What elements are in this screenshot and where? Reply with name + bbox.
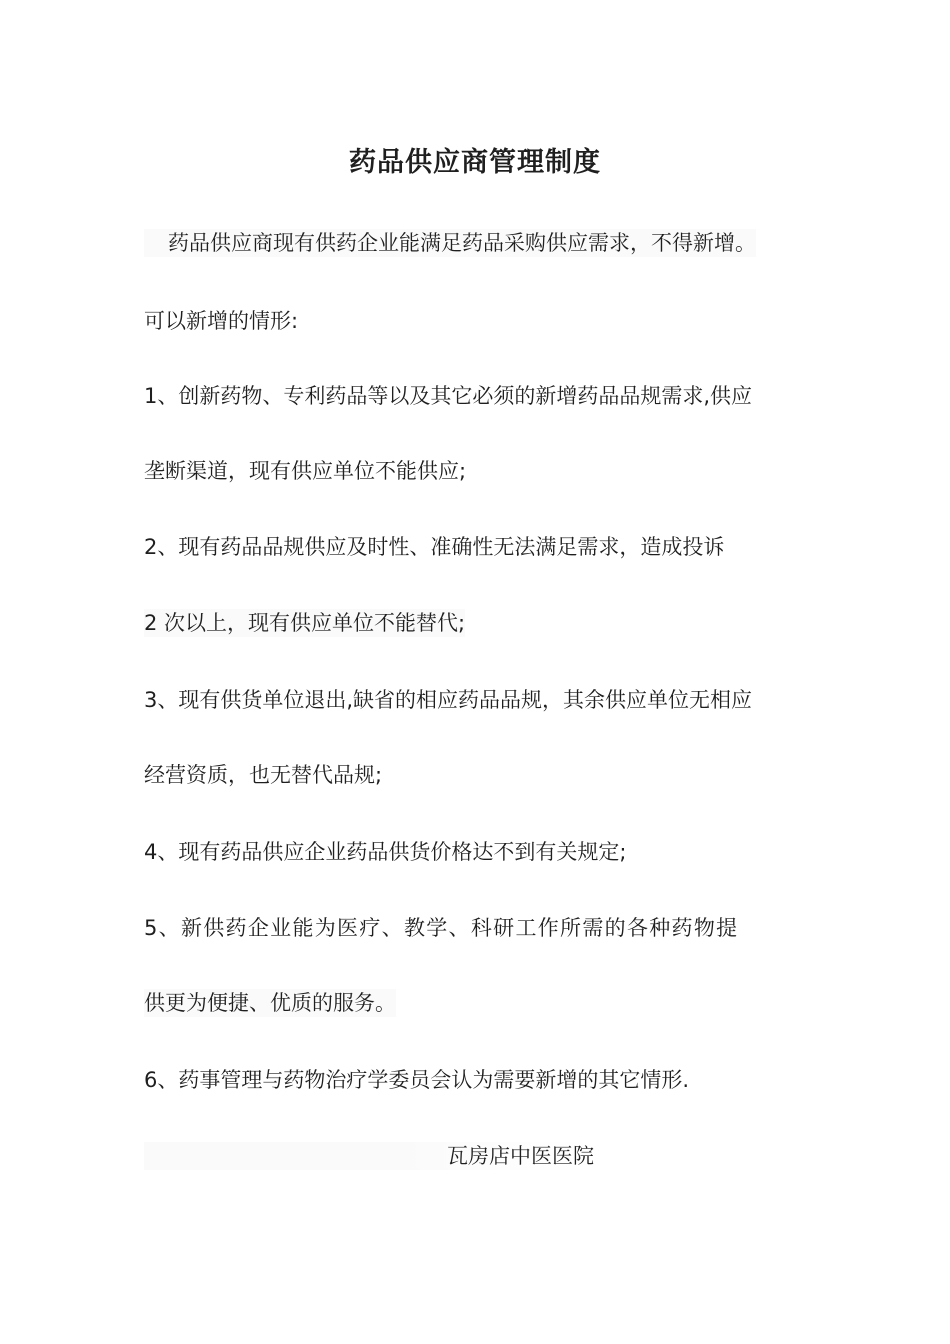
clause-line: 供更为便捷、优质的服务。 [144,991,396,1015]
subheading: 可以新增的情形: [144,309,299,333]
clause-line: 2、现有药品品规供应及时性、准确性无法满足需求，造成投诉 [144,535,725,559]
clause-line: 垄断渠道，现有供应单位不能供应; [144,459,467,483]
clause-line: 1、创新药物、专利药品等以及其它必须的新增药品品规需求,供应 [144,384,753,408]
intro-paragraph: 药品供应商现有供药企业能满足药品采购供应需求，不得新增。 [144,229,756,257]
clause-line: 6、药事管理与药物治疗学委员会认为需要新增的其它情形. [144,1068,690,1092]
clause-line: 3、现有供货单位退出,缺省的相应药品品规，其余供应单位无相应 [144,688,753,712]
signature: 瓦房店中医医院 [144,1142,594,1170]
clause-line: 5、新供药企业能为医疗、教学、科研工作所需的各种药物提 [144,916,739,940]
clause-line: 2 次以上，现有供应单位不能替代; [144,611,466,635]
clause-line: 4、现有药品供应企业药品供货价格达不到有关规定; [144,840,627,864]
document-title: 药品供应商管理制度 [349,147,601,178]
clause-line: 经营资质，也无替代品规; [144,763,383,787]
